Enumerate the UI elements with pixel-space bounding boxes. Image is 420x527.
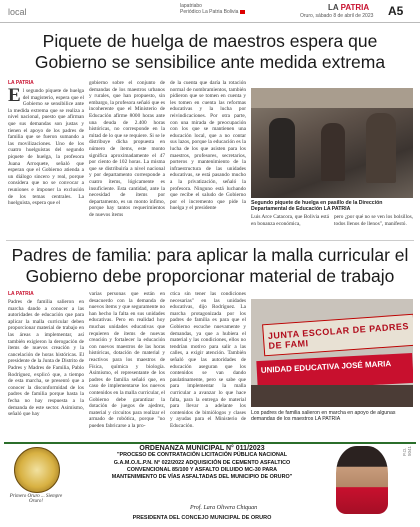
- story2-byline: LA PATRIA: [8, 291, 34, 297]
- section-label: local: [8, 7, 27, 17]
- youtube-icon: [240, 10, 245, 14]
- advert-text: ORDENANZA MUNICIPAL N° 011/2023 "PROCESO DE CONTRATACIÓN LICITACIÓN PÚBLICA NACIONAL G.A.M.O./L.P.N. N° 022/2022 ADQUISICIÓN DE CEMENTO ASFALTICO CONVENCIONAL 85/100 Y ASFALTO DILUIDO MC-30 PARA MANTENIMIENTO DE VÍAS ASFALTADAS DEL MUNICIPIO DE ORURO": [76, 445, 328, 481]
- social-caption: Periódico La Patria Bolivia: [180, 9, 239, 15]
- story1-column-2: gobierno sobre el conjunto de demandas de los maestros urbanos y rurales, que han propuesto, sin embargo, la profesora señaló que es incoherente que el Ministerio de Educación afirme 8000 horas ante una deuda de 2.400 horas históricas, no corresponde en la mitad de lo que se requiere. Si se le distribuye dicha propuesta en número de ítems, este monto significa aproximadamente el 47 por ciento de 102 horas. La misma que se distribuiría a nivel nacional y por departamento corresponde a cuatro ítems, lógicamente es insuficiente. Esta cantidad, ante la necesidad de ítems por departamento, es un monto ínfimo, porque hay tantos requerimientos de nuevos ítems: [89, 80, 165, 218]
- story2-photo: [251, 299, 413, 407]
- story2-column-2: varias personas que están en desacuerdo con la demanda de nuevos ítems y que seguramente no han hecho la falta en sus unidades educativas. Pero en realidad hoy muchas unidades educativas que requieren de ítems de nuevas creación y fortalecer la educación con nuevos maestros de las horas históricas, dotación de material y reactivos para los maestros de Física, química y biología. Asimismo, el representante de los padres de familia señaló que, en caso de implementarse los nuevos contenidos en la malla curricular, el Gobierno debe garantizar la dotación de juegos de ajedrez, material y circuitos para realizar el armado de robótica, porque "no pueden fabricarse a la pro-: [89, 291, 165, 429]
- story1-column-4b: pero ¿por qué no se ven los bolsillos, todos llenos de llenos", manifestó.: [334, 214, 413, 227]
- story1-column-1: El segundo piquete de huelga del magisterio, espera que el Gobierno se sensibilice ante la medida extrema que se realiza a nivel nacional, puesto que afirman que sus demandas son justas y tienen el apoyo de los padres de familia que se fueron sumando a las movilizaciones. Uno de los cuatro huelguistas del segundo piquete de huelga, la profesora Juana Arroquete, señaló que esperan que el Gobierno atienda a un diálogo sincero y real, porque considera que no se convocar a reuniones e imponer la exclusión de los temas centrales. La huelguista, espera que el: [8, 88, 84, 207]
- signatory-role: PRESIDENTA DEL CONCEJO MUNICIPAL DE ORURO: [132, 515, 272, 521]
- vertical-note: P.O. 5041: [402, 445, 412, 456]
- issue-date: Oruro, sábado 8 de abril de 2023: [300, 13, 374, 19]
- portrait-photo: [336, 446, 388, 514]
- story1-byline: LA PATRIA: [8, 80, 34, 86]
- masthead-logo: LA PATRIA: [328, 3, 370, 12]
- story1-headline: Piquete de huelga de maestros espera que Gobierno se sensibilice ante medida extrema: [34, 31, 386, 72]
- story1-photo: [251, 88, 413, 198]
- page-header: [0, 0, 420, 23]
- story2-headline: Padres de familia: para aplicar la malla curricular el Gobierno debe proporcionar material de trabajo: [11, 245, 409, 286]
- divider: [6, 240, 414, 241]
- signature: Prof. Lara Olivera Chiquan: [190, 505, 258, 511]
- story2-photo-caption: Los padres de familia salieron en marcha en apoyo de algunas demandas de los maestros LA PATRIA: [251, 410, 396, 423]
- page-number: A5: [388, 4, 404, 18]
- story2-column-1: Padres de familia salieron en marcha dando a conocer a las autoridades de educación que para aplicar la malla curricular deben proporcionar material de trabajo en las áreas a implementar, así también exigieron la derogación de ítems de nuevos creación y la cancelación de horas históricas. El presidente de la Junta de Distrito de Padres y Madres de Familia, Pablo Rodríguez, explicó que, a tiempo de esta marcha, se presentó que a conocer la disconformidad de los padres de familia porque hasta la fecha no hay respuesta a la demanda de este sector. Asimismo, señaló que hay: [8, 299, 84, 418]
- story1-column-3: de la cuenta que daría la rotación normal de nombramientos, también pidieron que se tomen en cuenta y les tomen en cuenta las reformas educativas y la lucha por reivindicaciones. Por otra parte, con una mirada de preocupación con los que se mantienen una educación local, que a no contar sus lazos, porque la educación es la lucha de los que asisten para los maestros, profesores, secretarios, porteros y mantenimiento de la infraestructura de las unidades educativas, se está pasando mucho a la privatización, señaló la profesora. Ninguno está luchando que recibe el saludo de Gobierno por el incremento que pide la huelga y el presidente: [170, 80, 246, 212]
- photo-banner-2: UNIDAD EDUCATIVA JOSÉ MARIA: [256, 353, 413, 391]
- municipal-seal-icon: [14, 447, 60, 493]
- story1-column-4a: Luis Arce Catacora, que Bolivia está en bonanza económica,: [251, 214, 329, 227]
- ordinance-title: ORDENANZA MUNICIPAL N° 011/2023: [139, 445, 265, 452]
- social-handle: lapatriabo: [180, 3, 202, 9]
- seal-caption: Primero Oruro ... Siempre Oruro!: [9, 494, 63, 504]
- drop-cap: E: [8, 88, 21, 106]
- story1-photo-caption: Segundo piquete de huelga en pasillo de la Dirección Departamental de Educación LA PATRIA: [251, 200, 383, 213]
- social-block: [180, 3, 245, 15]
- photo-banner-1: JUNTA ESCOLAR DE PADRES DE FAMI: [262, 314, 413, 357]
- story2-column-3: ctica sin tener las condiciones necesarias" en las unidades educativas, dijo Rodríguez. La marcha protagonizada por los padres de familia es para que el Gobierno escuche nuevamente y demandas, ya que a hubiera el material y las condiciones, ellos no tendrían motivo para salir a las calles, a exigir atención. También señaló que las autoridades de educación aseguran que los contenidos se van dando paulatinamente, pero se sabe que para implementar la malla curricular a avanzar lo que hace falta, para la entrega de material para llevar a adelante los contenidos de bimiólogos y clases y ayudas para el Ministerio de Educación.: [170, 291, 246, 429]
